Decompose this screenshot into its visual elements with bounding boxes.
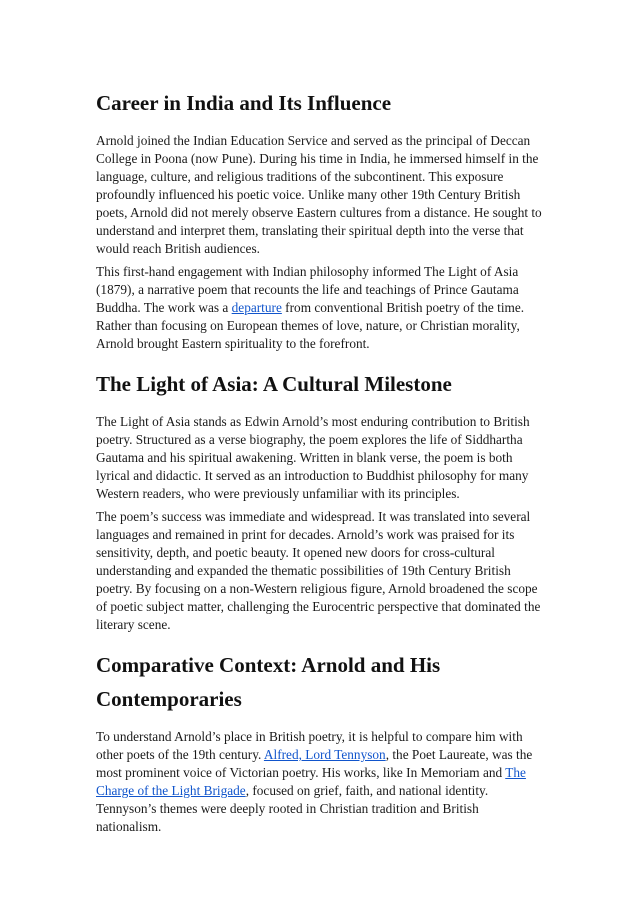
paragraph-light-of-asia-description: The Light of Asia stands as Edwin Arnold’s most enduring contribution to British poetry. Structured as a verse biography, the poem explores the life of Siddhartha Gautama and his spiritual awakening. Written in blank verse, the poem is both lyrical and didactic. It served as an introduction to Buddhist philosophy for many Western readers, who were previously unfamiliar with its principles. <box>96 414 530 501</box>
paragraph-comparative-context <box>96 728 544 836</box>
paragraph-text: This first-hand engagement with Indian philosophy informed The Light of Asia (1879), a narrative poem that recounts the life and teachings of Prince Gautama Buddha. The work was a <box>96 264 519 315</box>
departure-link[interactable]: departure <box>231 300 282 315</box>
document-page <box>96 86 544 836</box>
section-heading-light-of-asia: The Light of Asia: A Cultural Milestone <box>96 372 452 396</box>
paragraph-text: , the Poet Laureate, was the most prominent voice of Victorian poetry. His works, like In Memoriam and <box>96 747 533 780</box>
tennyson-link[interactable]: Alfred, Lord Tennyson <box>263 747 386 762</box>
paragraph-light-of-asia-engagement <box>96 263 544 353</box>
paragraph-text: , focused on grief, faith, and national identity. Tennyson’s themes were deeply rooted in Christian tradition and British nationalism. <box>96 783 489 834</box>
paragraph-text: To understand Arnold’s place in British poetry, it is helpful to compare him with other poets of the 19th century. <box>96 729 523 762</box>
paragraph-poem-success: The poem’s success was immediate and widespread. It was translated into several languages and remained in print for decades. Arnold’s work was praised for its sensitivity, depth, and poetic beauty. It opened new doors for cross-cultural understanding and expanded the thematic possibilities of 19th Century British poetry. By focusing on a non-Western religious figure, Arnold broadened the scope of poetic subject matter, challenging the Eurocentric perspective that dominated the literary scene. <box>96 509 541 632</box>
section-heading-career-in-india: Career in India and Its Influence <box>96 91 392 115</box>
paragraph-career-intro: Arnold joined the Indian Education Service and served as the principal of Deccan College in Poona (now Pune). During his time in India, he immersed himself in the language, culture, and religious traditions of the subcontinent. This exposure profoundly influenced his poetic voice. Unlike many other 19th Century British poets, Arnold did not merely observe Eastern cultures from a distance. He sought to understand and interpret them, translating their spiritual depth into the verse that would reach British audiences. <box>96 133 542 256</box>
charge-of-the-light-brigade-link[interactable]: The Charge of the Light Brigade <box>96 765 526 798</box>
paragraph-text: from conventional British poetry of the time. Rather than focusing on European themes of love, nature, or Christian morality, Arnold brought Eastern spirituality to the forefront. <box>96 300 525 351</box>
section-heading-comparative-context: Comparative Context: Arnold and His Contemporaries <box>96 653 441 711</box>
